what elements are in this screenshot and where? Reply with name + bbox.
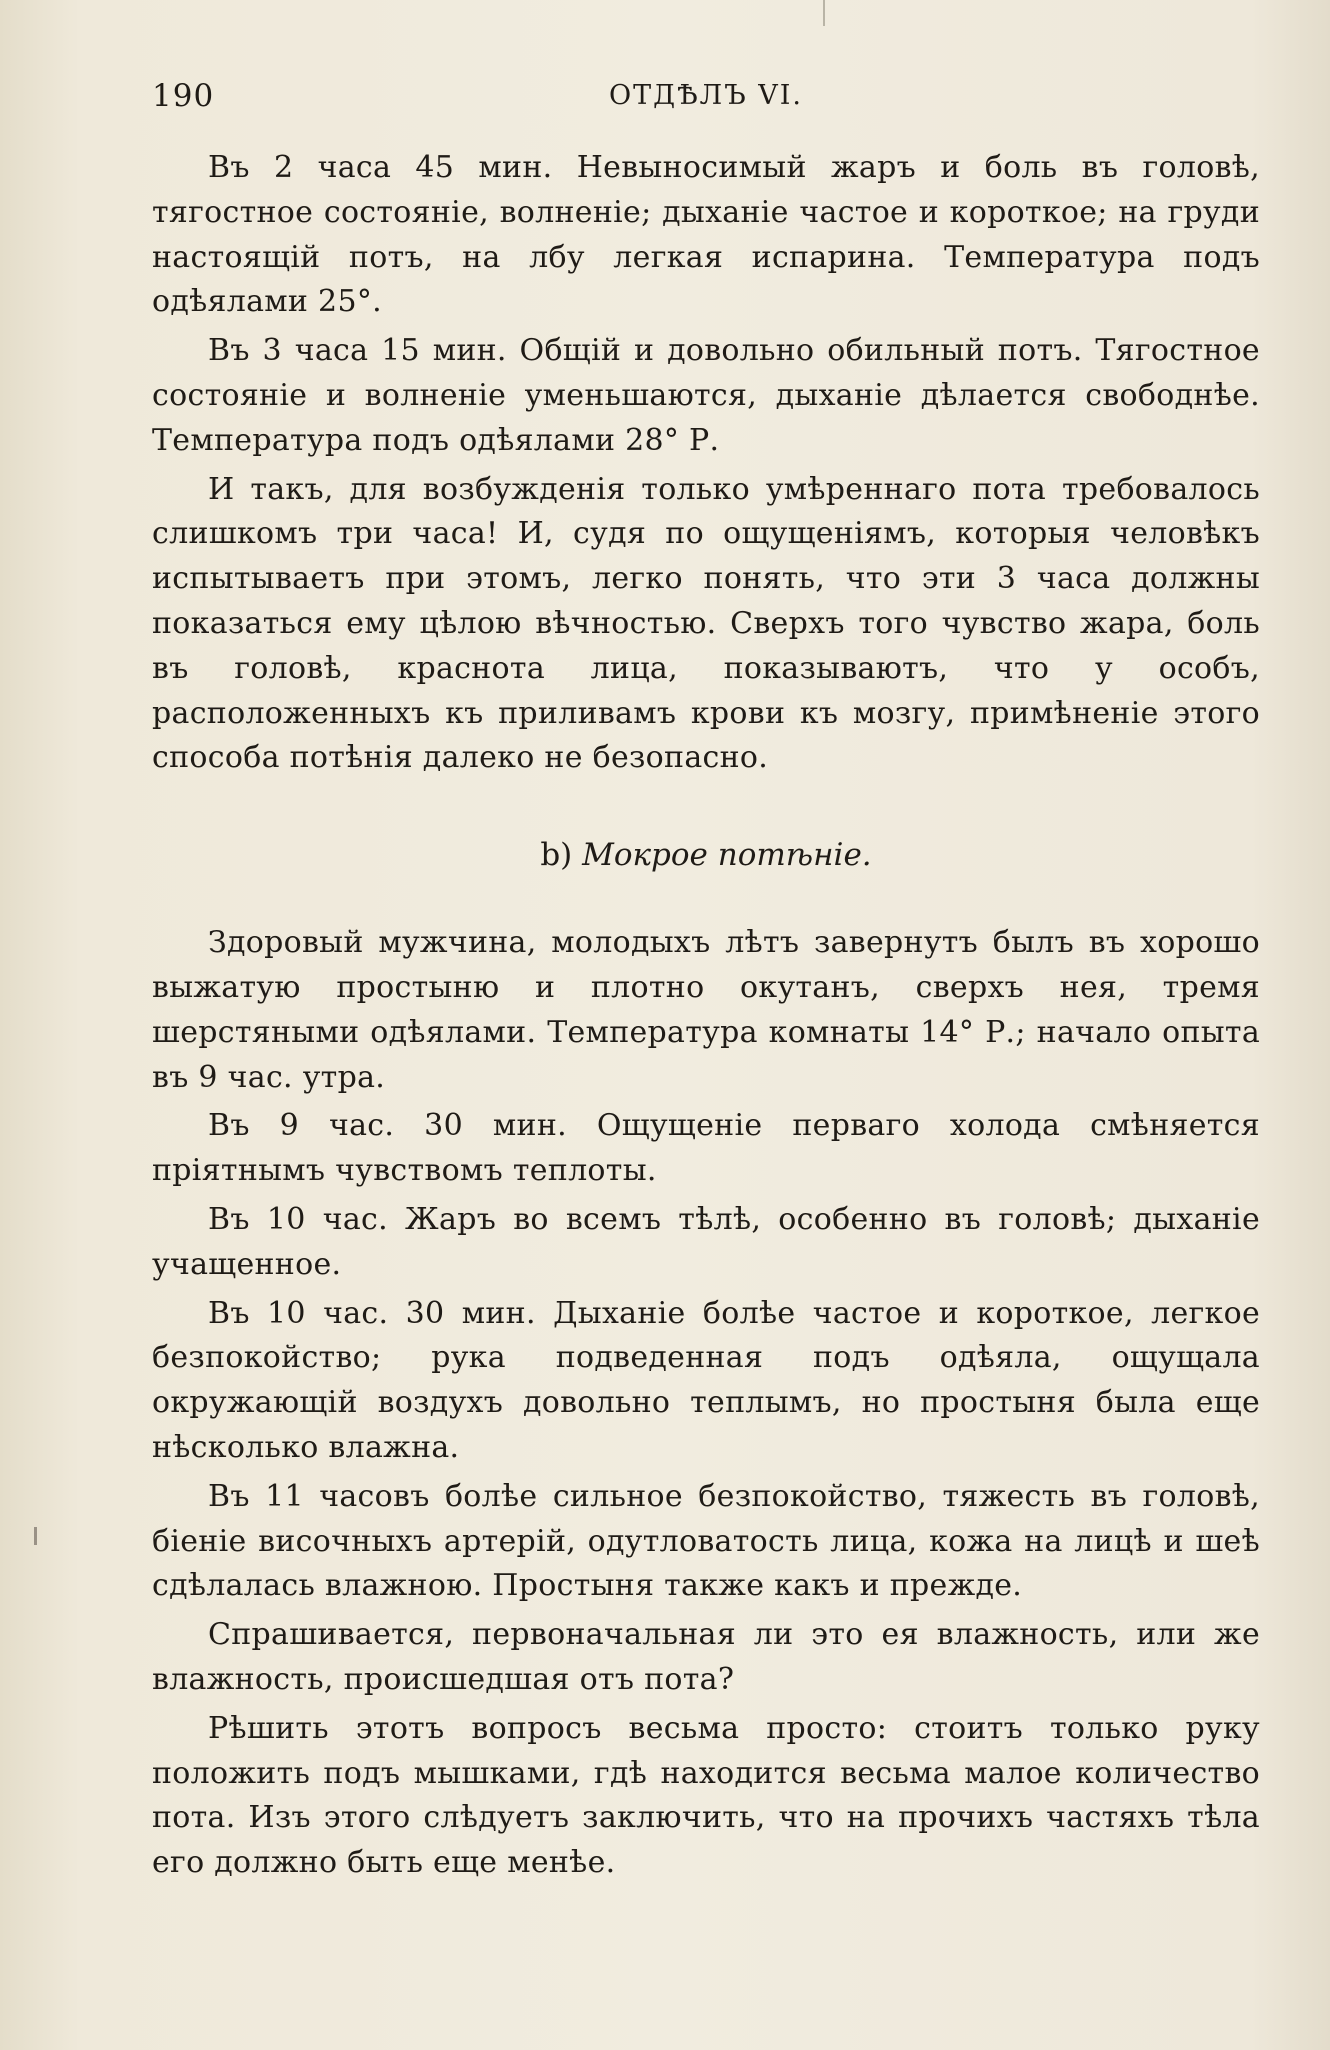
- section-heading: [152, 837, 1260, 873]
- page-number: 190: [152, 78, 215, 114]
- paragraph: Въ 9 час. 30 мин. Ощущеніе перваго холода смѣняется пріятнымъ чувствомъ теплоты.: [152, 1108, 1260, 1189]
- page-fold-mark: [823, 0, 825, 26]
- paragraph: И такъ, для возбужденія только умѣреннаго пота требовалось слишкомъ три часа! И, судя по ощущеніямъ, которыя человѣкъ испытываетъ при этомъ, легко понять, что эти 3 часа должны показаться ему цѣлою вѣчностью. Сверхъ того чувство жара, боль въ головѣ, краснота лица, показываютъ, что у особъ, расположенныхъ къ приливамъ крови къ мозгу, примѣненіе этого способа потѣнія далеко не безопасно.: [152, 471, 1260, 776]
- paragraph: Здоровый мужчина, молодыхъ лѣтъ завернутъ былъ въ хорошо выжатую простыню и плотно окутанъ, сверхъ нея, тремя шерстяными одѣялами. Температура комнаты 14° Р.; начало опыта въ 9 час. утра.: [152, 925, 1260, 1095]
- page-header: [152, 78, 1260, 118]
- paragraph: Спрашивается, первоначальная ли это ея влажность, или же влажность, происшедшая отъ пота?: [152, 1617, 1260, 1697]
- paragraph: Въ 10 час. Жаръ во всемъ тѣлѣ, особенно въ головѣ; дыханіе учащенное.: [152, 1201, 1260, 1282]
- margin-mark: [34, 1527, 37, 1545]
- paragraph: Въ 10 час. 30 мин. Дыханіе болѣе частое и короткое, легкое безпокойство; рука подведенная подъ одѣяла, ощущала окружающій воздухъ довольно теплымъ, но простыня была еще нѣсколько влажна.: [152, 1295, 1260, 1465]
- paragraph: Въ 11 часовъ болѣе сильное безпокойство, тяжесть въ головѣ, біеніе височныхъ артерій, одутловатость лица, кожа на лицѣ и шеѣ сдѣлалась влажною. Простыня также какъ и прежде.: [152, 1478, 1260, 1604]
- running-head: ОТДѢЛЪ VI.: [609, 80, 803, 111]
- page-body: [152, 146, 1260, 1886]
- paragraph: Въ 2 часа 45 мин. Невыносимый жаръ и боль въ головѣ, тягостное состояніе, волненіе; дыханіе частое и короткое; на груди настоящій потъ, на лбу легкая испарина. Температура подъ одѣялами 25°.: [152, 150, 1260, 320]
- paragraph: Рѣшить этотъ вопросъ весьма просто: стоитъ только руку положить подъ мышками, гдѣ находится весьма малое количество пота. Изъ этого слѣдуетъ заключить, что на прочихъ частяхъ тѣла его должно быть еще менѣе.: [152, 1710, 1260, 1881]
- section-title: Мокрое потѣніе.: [582, 837, 872, 874]
- paragraph: Въ 3 часа 15 мин. Общій и довольно обильный потъ. Тягостное состояніе и волненіе уменьшаются, дыханіе дѣлается свободнѣе. Температура подъ одѣялами 28° Р.: [152, 333, 1260, 458]
- section-letter: b): [540, 837, 573, 874]
